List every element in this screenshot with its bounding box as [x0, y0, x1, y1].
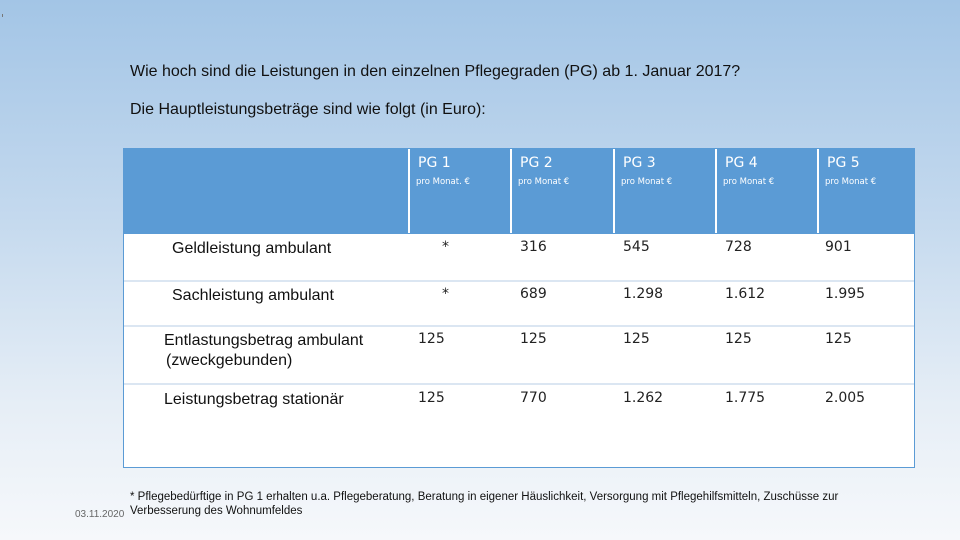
column-label: PG 2 [520, 155, 553, 171]
column-divider [408, 149, 410, 385]
row-divider [124, 383, 914, 385]
table-cell: 689 [520, 286, 547, 302]
table-cell: 125 [520, 331, 547, 347]
row-divider [124, 325, 914, 327]
row-divider [124, 233, 914, 234]
table-cell: 316 [520, 239, 547, 255]
table-cell: 125 [825, 331, 852, 347]
column-header-pg2 [510, 149, 611, 233]
row-label-leistungsbetrag: Leistungsbetrag stationär [164, 391, 344, 408]
row-divider [124, 280, 914, 282]
column-label: PG 1 [418, 155, 451, 171]
column-header-pg5 [817, 149, 914, 233]
column-header-pg1 [408, 149, 508, 233]
table-cell: 545 [623, 239, 650, 255]
column-divider [817, 149, 819, 385]
column-label: PG 4 [725, 155, 758, 171]
table-cell: * [442, 239, 449, 255]
footnote: * Pflegebedürftige in PG 1 erhalten u.a. Pflegeberatung, Beratung in eigener Häuslichkeit, Versorgung mit Pflegehilfsmitteln, Zuschüsse zur Verbesserung des Wohnumfeldes [130, 491, 839, 517]
table-cell: 728 [725, 239, 752, 255]
row-label-line: (zweckgebunden) [166, 352, 293, 369]
table-cell: * [442, 286, 449, 302]
column-unit: pro Monat € [723, 177, 775, 187]
intro-text: Die Hauptleistungsbeträge sind wie folgt (in Euro): [130, 101, 486, 118]
table-cell: 125 [725, 331, 752, 347]
benefits-table [123, 148, 915, 468]
corner-mark [2, 14, 3, 17]
table-cell: 1.775 [725, 390, 766, 406]
table-cell: 1.612 [725, 286, 766, 302]
table-cell: 2.005 [825, 390, 866, 406]
slide-date: 03.11.2020 [75, 509, 125, 520]
column-header-pg3 [613, 149, 713, 233]
table-cell: 901 [825, 239, 852, 255]
table-cell: 1.298 [623, 286, 664, 302]
page-title: Wie hoch sind die Leistungen in den einzelnen Pflegegraden (PG) ab 1. Januar 2017? [130, 63, 741, 80]
table-cell: 125 [418, 331, 445, 347]
table-cell: 770 [520, 390, 547, 406]
table-cell: 1.262 [623, 390, 664, 406]
column-divider [613, 149, 615, 385]
row-label-line: Entlastungsbetrag ambulant [164, 332, 364, 349]
column-unit: pro Monat. € [416, 177, 470, 187]
column-unit: pro Monat € [621, 177, 673, 187]
column-divider [510, 149, 512, 385]
row-label-geldleistung: Geldleistung ambulant [172, 240, 332, 257]
column-header-pg4 [715, 149, 815, 233]
column-label: PG 3 [623, 155, 656, 171]
column-unit: pro Monat € [518, 177, 570, 187]
column-unit: pro Monat € [825, 177, 877, 187]
table-cell: 125 [623, 331, 650, 347]
column-divider [715, 149, 717, 385]
row-label-entlastungsbetrag [164, 331, 363, 371]
column-label: PG 5 [827, 155, 860, 171]
table-cell: 125 [418, 390, 445, 406]
row-label-sachleistung: Sachleistung ambulant [172, 287, 334, 304]
table-cell: 1.995 [825, 286, 866, 302]
